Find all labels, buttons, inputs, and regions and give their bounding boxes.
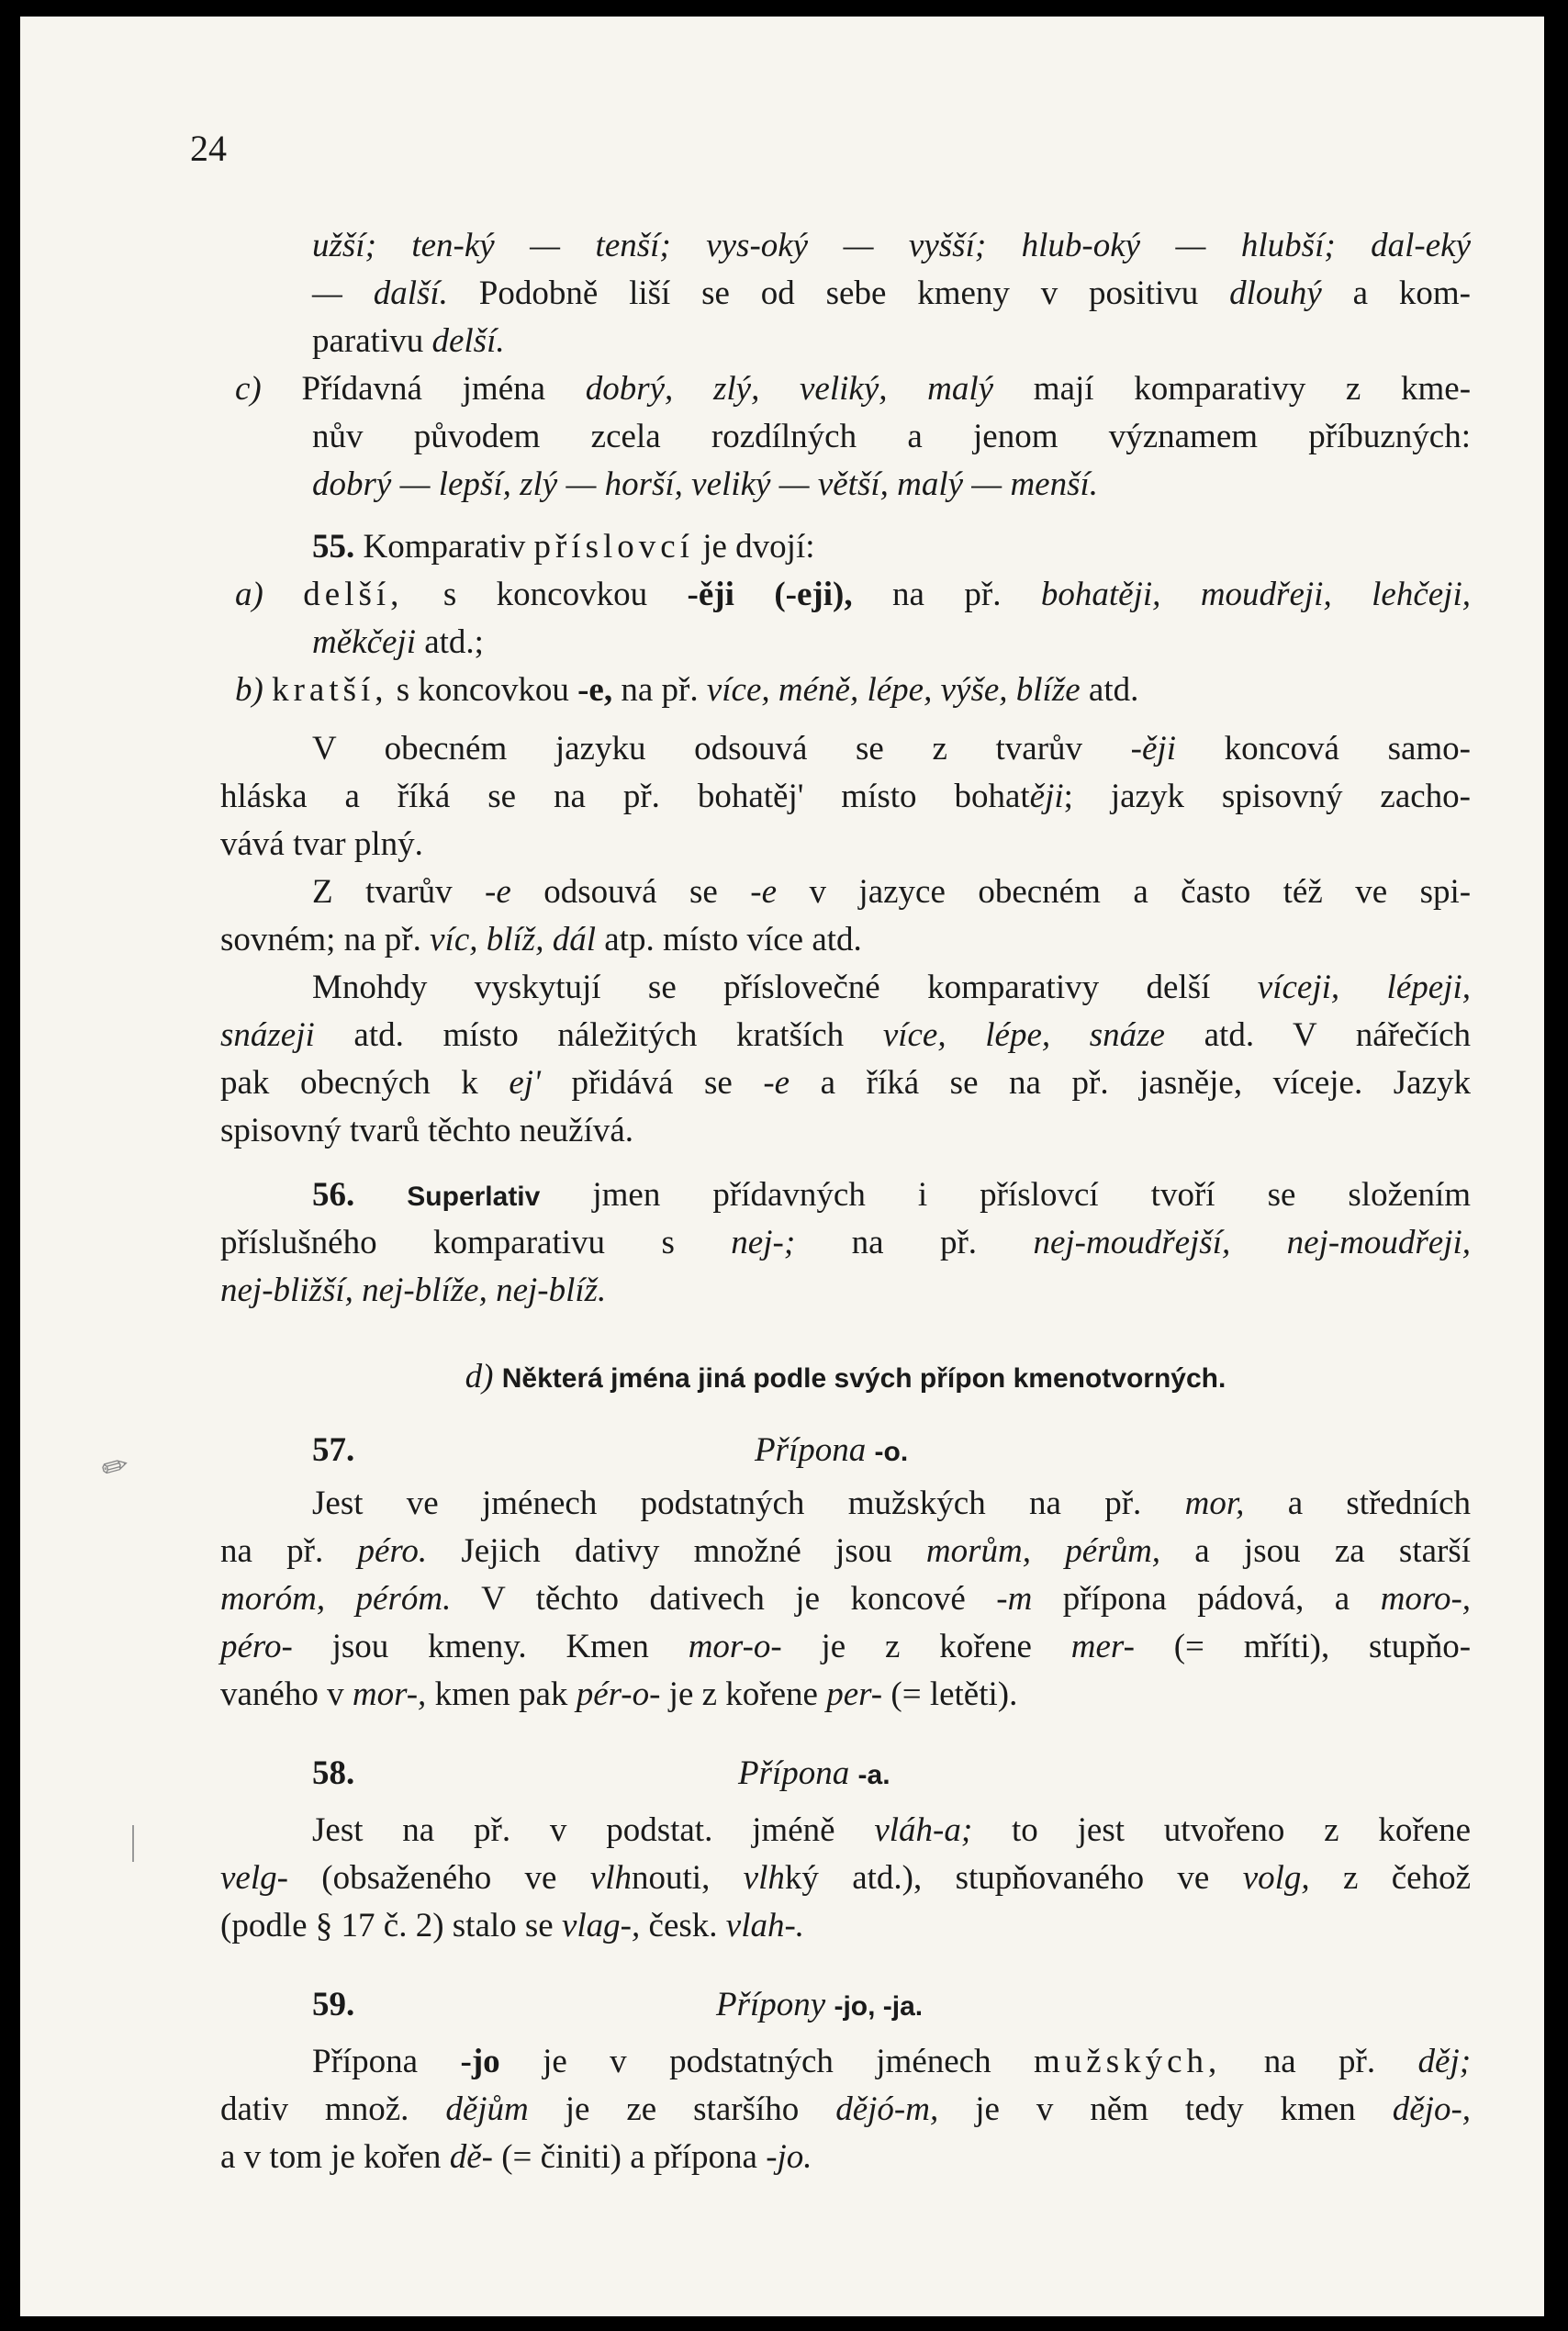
text-line: péro- jsou kmeny. Kmen mor-o- je z kořene mer- (= mříti), stupňo- [220,1628,1472,1665]
text-line: parativu delší. [312,322,505,360]
text-line: dobrý — lepší, zlý — horší, veliký — větší, malý — menší. [312,465,1099,503]
text-line: V obecném jazyku odsouvá se z tvarův -ěji koncová samo- [312,730,1471,768]
section-59-title: Přípony -jo, -ja. [716,1986,924,2023]
text-line: vává tvar plný. [220,825,423,863]
margin-stroke [132,1825,134,1862]
text-line: vaného v mor-, kmen pak pér-o- je z kořene per- (= letěti). [220,1675,1018,1713]
text-line: dativ množ. dějům je ze staršího dějó-m, je v něm tedy kmen dějo-, [220,2090,1472,2128]
section-56-heading: 56. Superlativ jmen přídavných i příslovcí tvoří se složením [312,1176,1472,1214]
text-line: na př. péro. Jejich dativy množné jsou morům, pérům, a jsou za starší [220,1532,1472,1570]
text-line: spisovný tvarů těchto neužívá. [220,1112,634,1149]
text-line: Jest na př. v podstat. jméně vláh-a; to jest utvořeno z kořene [312,1811,1472,1849]
text-line: hláska a říká se na př. bohatěj' místo bohatěji; jazyk spisovný zacho- [220,778,1471,815]
text-line: c) Přídavná jména dobrý, zlý, veliký, malý mají komparativy z kme- [235,370,1472,408]
pencil-scribble-icon: ✎ [93,1446,139,1488]
subsection-d-heading: d) Některá jména jiná podle svých přípon kmenotvorných. [465,1358,1226,1395]
text-line: snázeji atd. místo náležitých kratších více, lépe, snáze atd. V nářečích [220,1016,1472,1054]
section-58-title: Přípona -a. [738,1754,890,1792]
text-line: pak obecných k ej' přidává se -e a říká se na př. jasněje, víceje. Jazyk [220,1064,1472,1102]
section-57-title: Přípona -o. [755,1431,909,1469]
section-59-number: 59. [312,1986,355,2023]
text-line: užší; ten-ký — tenší; vys-oký — vyšší; hlub-oký — hlubší; dal-eký [312,227,1471,264]
book-page [20,17,1544,2316]
text-line: a v tom je kořen dě- (= činiti) a přípona -jo. [220,2138,812,2176]
section-58-number: 58. [312,1754,355,1792]
text-line: (podle § 17 č. 2) stalo se vlag-, česk. vlah-. [220,1907,805,1944]
text-line: příslušného komparativu s nej-; na př. nej-moudřejší, nej-moudřeji, [220,1224,1472,1261]
text-line: Přípona -jo je v podstatných jménech mužských, na př. děj; [312,2043,1472,2080]
section-55-heading: 55. Komparativ příslovcí je dvojí: [312,528,815,566]
text-line: nův původem zcela rozdílných a jenom významem příbuzných: [312,418,1471,455]
text-line: měkčeji atd.; [312,623,484,661]
text-line: moróm, péróm. V těchto dativech je koncové -m přípona pádová, a moro-, [220,1580,1472,1618]
text-line: — další. Podobně liší se od sebe kmeny v positivu dlouhý a kom- [312,275,1472,312]
text-line: Z tvarův -e odsouvá se -e v jazyce obecném a často též ve spi- [312,873,1472,911]
section-57-number: 57. [312,1431,355,1469]
page-number: 24 [190,128,227,169]
text-line: b) kratší, s koncovkou -e, na př. více, méně, lépe, výše, blíže atd. [235,671,1139,709]
text-line: Mnohdy vyskytují se příslovečné komparativy delší víceji, lépeji, [312,969,1471,1006]
text-line: velg- (obsaženého ve vlhnouti, vlhký atd.), stupňovaného ve volg, z čehož [220,1859,1472,1897]
text-line: a) delší, s koncovkou -ěji (-eji), na př. bohatěji, moudřeji, lehčeji, [235,576,1471,613]
text-line: Jest ve jménech podstatných mužských na př. mor, a středních [312,1485,1472,1522]
text-line: sovném; na př. víc, blíž, dál atp. místo více atd. [220,921,862,958]
text-line: nej-bližší, nej-blíže, nej-blíž. [220,1272,607,1309]
